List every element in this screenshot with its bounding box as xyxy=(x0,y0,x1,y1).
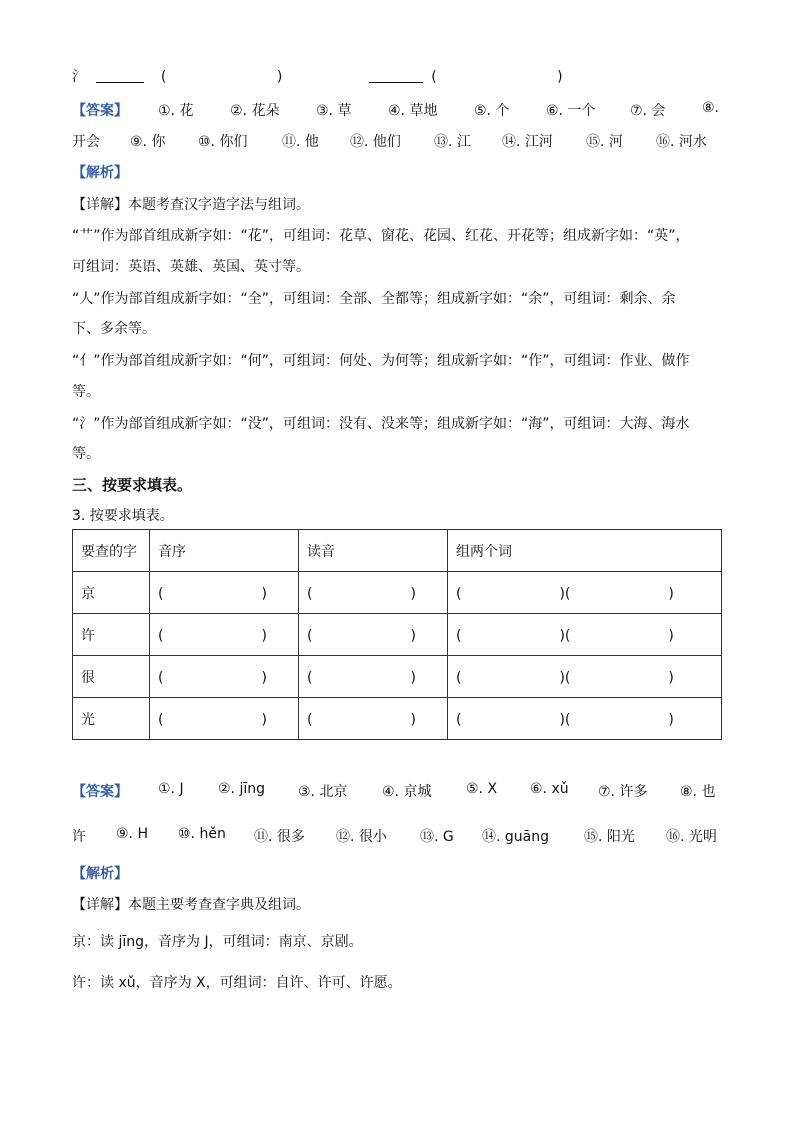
answer-item: ⑩. hěn xyxy=(178,826,226,842)
answer-item: ②. 花朵 xyxy=(230,103,280,119)
blank-underline xyxy=(96,68,144,83)
analysis-line: “艹”作为部首组成新字如：“花”，可组词：花草、窗花、花园、红花、开花等；组成新字如：“英”， xyxy=(72,228,690,244)
analysis-line: 京：读 jīng，音序为 J，可组词：南京、京剧。 xyxy=(72,934,363,950)
table-row xyxy=(73,698,722,740)
table-header-cell: 要查的字 xyxy=(73,530,150,572)
answer-item: ⑮. 河 xyxy=(586,134,623,150)
answer-item: ⑧. xyxy=(702,100,720,116)
table-cell-char: 许 xyxy=(73,614,150,656)
answer-item: ①. J xyxy=(158,781,184,797)
answer-label: 【答案】 xyxy=(72,784,128,800)
answer-item: ④. 京城 xyxy=(382,784,432,800)
table-cell-char: 很 xyxy=(73,656,150,698)
answer-item: ⑥. xǔ xyxy=(530,781,569,797)
analysis-line: 可组词：英语、英雄、英国、英寸等。 xyxy=(72,259,310,275)
answer-item: 许 xyxy=(72,829,86,845)
fill-table xyxy=(72,529,722,740)
table-row xyxy=(73,572,722,614)
answer-item: 开会 xyxy=(72,134,100,150)
table-cell-blank[interactable]: ( ) xyxy=(150,614,299,656)
answer-item: ⑭. 江河 xyxy=(502,134,553,150)
table-cell-char: 光 xyxy=(73,698,150,740)
answer-item: ⑬. 江 xyxy=(434,134,471,150)
radical-text: 氵 xyxy=(72,69,86,85)
answer-item: ⑫. 很小 xyxy=(336,829,387,845)
paren-close: ) xyxy=(557,69,563,85)
analysis-line: “人”作为部首组成新字如：“全”，可组词：全部、全都等；组成新字如：“余”，可组词：剩余、余 xyxy=(72,291,676,307)
answer-item: ⑨. H xyxy=(116,826,148,842)
table-cell-blank[interactable]: ( )( ) xyxy=(448,656,722,698)
answer-item: ⑯. 光明 xyxy=(666,829,717,845)
answer-item: ⑫. 他们 xyxy=(350,134,401,150)
answer-item: ⑧. 也 xyxy=(680,784,716,800)
table-cell-blank[interactable]: ( ) xyxy=(299,698,448,740)
answer-item: ⑪. 很多 xyxy=(254,829,305,845)
analysis-line: “亻”作为部首组成新字如：“何”，可组词：何处、为何等；组成新字如：“作”，可组词：作业、做作 xyxy=(72,353,690,369)
table-cell-blank[interactable]: ( ) xyxy=(150,698,299,740)
answer-label: 【答案】 xyxy=(72,103,128,119)
table-header-cell: 音序 xyxy=(150,530,299,572)
paren-open: ( xyxy=(160,69,167,85)
top-fill-line xyxy=(72,66,563,86)
analysis-line: 等。 xyxy=(72,384,100,400)
blank-underline xyxy=(369,68,423,83)
table-cell-blank[interactable]: ( )( ) xyxy=(448,614,722,656)
question-text: 3. 按要求填表。 xyxy=(72,508,174,524)
answer-item: ⑨. 你 xyxy=(130,134,166,150)
table-header-cell: 组两个词 xyxy=(448,530,722,572)
paren-open: ( xyxy=(431,69,437,85)
answer-item: ③. 北京 xyxy=(298,784,348,800)
answer-item: ④. 草地 xyxy=(388,103,438,119)
analysis-line: 等。 xyxy=(72,446,100,462)
answer-item: ⑮. 阳光 xyxy=(584,829,635,845)
table-cell-blank[interactable]: ( ) xyxy=(299,614,448,656)
table-cell-blank[interactable]: ( )( ) xyxy=(448,698,722,740)
answer-item: ⑥. 一个 xyxy=(546,103,596,119)
answer-item: ①. 花 xyxy=(158,103,194,119)
table-cell-blank[interactable]: ( ) xyxy=(299,572,448,614)
analysis-line: 【详解】本题主要考查查字典及组词。 xyxy=(72,897,310,913)
answer-item: ②. jīng xyxy=(218,781,265,797)
table-cell-blank[interactable]: ( ) xyxy=(299,656,448,698)
table-row xyxy=(73,656,722,698)
table-cell-char: 京 xyxy=(73,572,150,614)
table-cell-blank[interactable]: ( )( ) xyxy=(448,572,722,614)
analysis-line: 下、多余等。 xyxy=(72,321,156,337)
table-row xyxy=(73,614,722,656)
answer-item: ⑭. guāng xyxy=(482,829,549,845)
answer-item: ⑯. 河水 xyxy=(656,134,707,150)
section-heading: 三、按要求填表。 xyxy=(72,476,193,494)
answer-item: ③. 草 xyxy=(316,103,352,119)
answer-item: ⑦. 许多 xyxy=(598,784,648,800)
analysis-line: 许：读 xǔ，音序为 X，可组词：自许、许可、许愿。 xyxy=(72,975,402,991)
analysis-label: 【解析】 xyxy=(72,165,128,181)
analysis-line: “氵”作为部首组成新字如：“没”，可组词：没有、没来等；组成新字如：“海”，可组词：大海、海水 xyxy=(72,416,690,432)
table-cell-blank[interactable]: ( ) xyxy=(150,656,299,698)
paren-close: ) xyxy=(276,69,283,85)
answer-item: ⑤. 个 xyxy=(474,103,510,119)
table-header-row xyxy=(73,530,722,572)
answer-item: ⑦. 会 xyxy=(630,103,666,119)
table-header-cell: 读音 xyxy=(299,530,448,572)
answer-item: ⑩. 你们 xyxy=(198,134,248,150)
answer-item: ⑪. 他 xyxy=(282,134,319,150)
analysis-line: 【详解】本题考查汉字造字法与组词。 xyxy=(72,197,310,213)
table-cell-blank[interactable]: ( ) xyxy=(150,572,299,614)
analysis-label: 【解析】 xyxy=(72,866,128,882)
answer-item: ⑤. X xyxy=(466,781,498,797)
answer-row xyxy=(158,100,193,120)
answer-item: ⑬. G xyxy=(420,829,454,845)
